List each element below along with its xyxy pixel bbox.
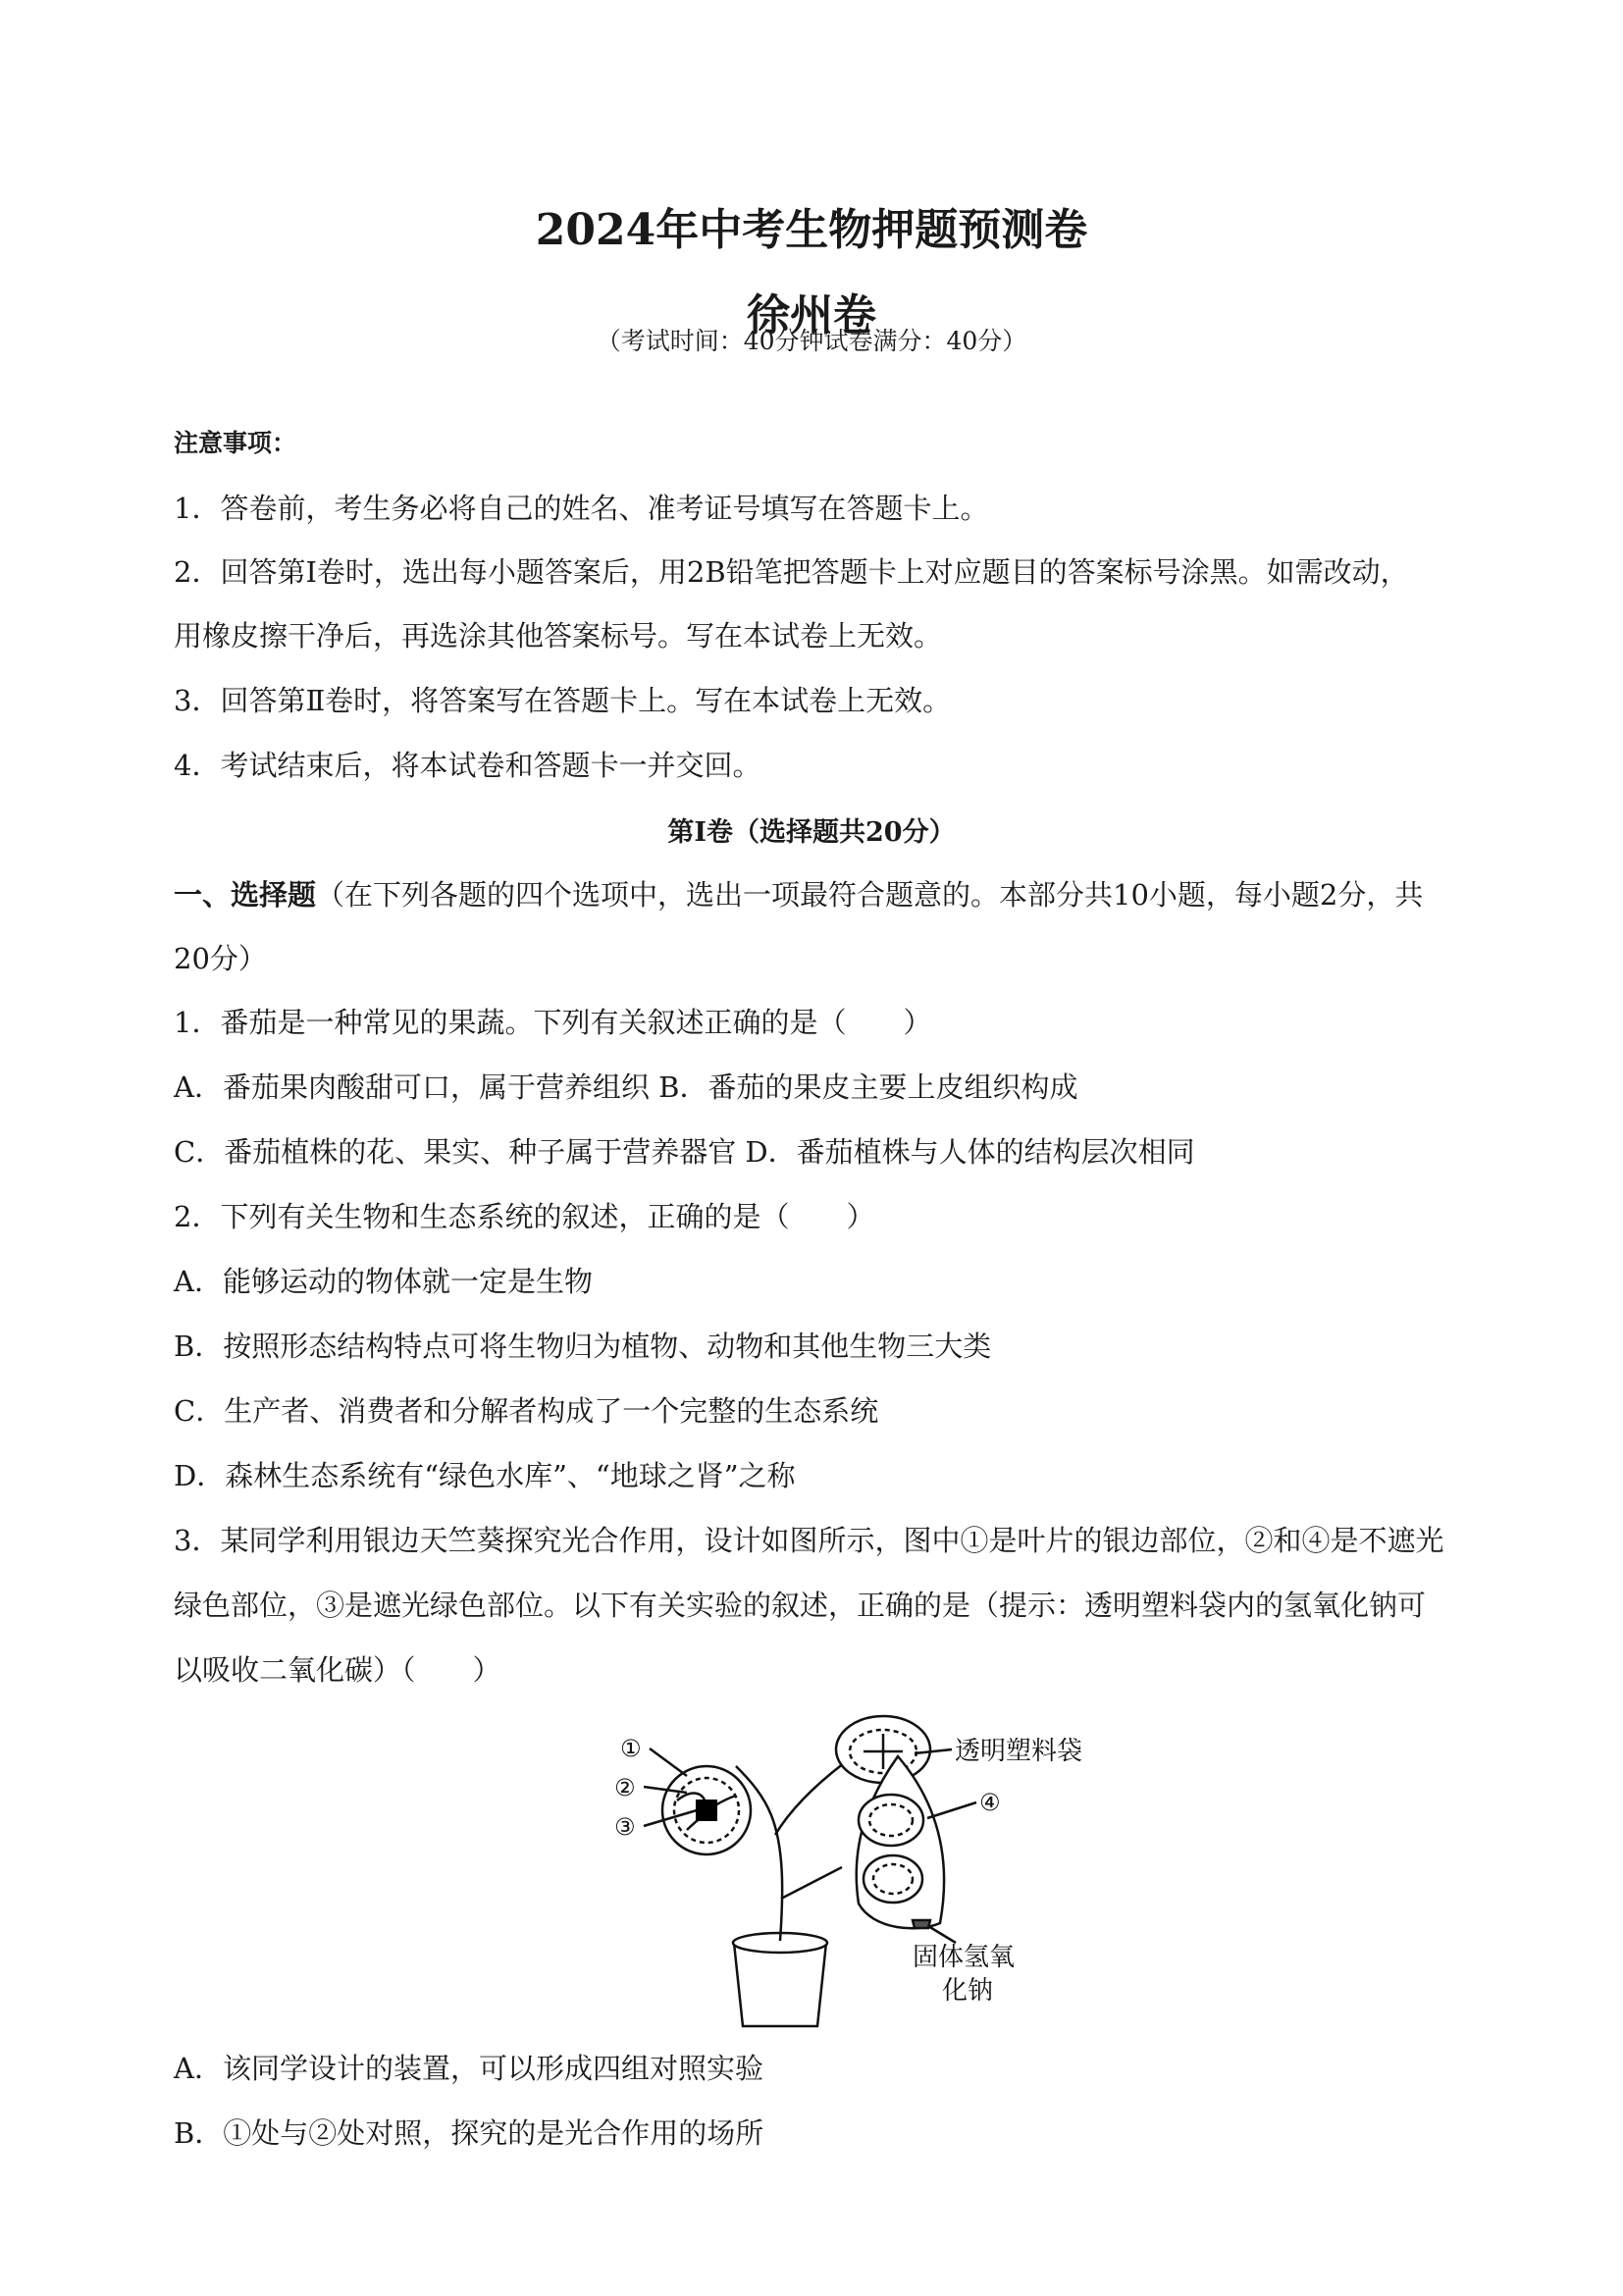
- question-1-option: C．番茄植株的花、果实、种子属于营养器官 D．番茄植株与人体的结构层次相同: [174, 1135, 1195, 1169]
- question-2-stem: 2．下列有关生物和生态系统的叙述，正确的是（ ）: [174, 1200, 875, 1233]
- question-2-option: C．生产者、消费者和分解者构成了一个完整的生态系统: [174, 1394, 879, 1428]
- question-1-stem: 1．番茄是一种常见的果蔬。下列有关叙述正确的是（ ）: [174, 1006, 932, 1039]
- exam-info: （考试时间：40分钟试卷满分：40分）: [596, 327, 1027, 355]
- marker-2: ②: [614, 1774, 636, 1801]
- question-2-option: A．能够运动的物体就一定是生物: [174, 1265, 593, 1298]
- question-2-option: B．按照形态结构特点可将生物归为植物、动物和其他生物三大类: [174, 1330, 992, 1363]
- question-1-option: A．番茄果肉酸甜可口，属于营养组织 B．番茄的果皮主要上皮组织构成: [174, 1070, 1078, 1104]
- exam-subtitle: 徐州卷: [747, 290, 876, 340]
- label-naoh-line1: 固体氢氧: [913, 1943, 1016, 1972]
- exam-title: 2024年中考生物押题预测卷: [535, 205, 1088, 255]
- note-item: 3．回答第Ⅱ卷时，将答案写在答题卡上。写在本试卷上无效。: [174, 684, 952, 717]
- part-instructions: [174, 875, 1423, 914]
- question-3-option: A．该同学设计的装置，可以形成四组对照实验: [174, 2052, 763, 2085]
- question-2-option: D．森林生态系统有“绿色水库”、“地球之肾”之称: [174, 1459, 796, 1492]
- question-3-stem: 3．某同学利用银边天竺葵探究光合作用，设计如图所示，图中①是叶片的银边部位，②和④是不遮光: [174, 1524, 1444, 1557]
- part-desc: （在下列各题的四个选项中，选出一项最符合题意的。本部分共10小题，每小题2分，共: [316, 878, 1424, 912]
- geranium-experiment-figure: [579, 1702, 1089, 2041]
- marker-3: ③: [614, 1813, 636, 1841]
- note-item: 4．考试结束后，将本试卷和答题卡一并交回。: [174, 749, 761, 782]
- section-heading: 第Ⅰ卷（选择题共20分）: [667, 817, 956, 848]
- question-3-option: B．①处与②处对照，探究的是光合作用的场所: [174, 2116, 764, 2150]
- marker-1: ①: [620, 1735, 642, 1762]
- note-item: 用橡皮擦干净后，再选涂其他答案标号。写在本试卷上无效。: [174, 619, 943, 652]
- question-3-stem: 以吸收二氧化碳）（ ）: [174, 1653, 501, 1687]
- note-item: 2．回答第Ⅰ卷时，选出每小题答案后，用2B铅笔把答题卡上对应题目的答案标号涂黑。如需改动，: [174, 555, 1409, 589]
- marker-4: ④: [979, 1789, 1001, 1816]
- part-desc-cont: 20分）: [174, 942, 267, 975]
- notes-heading: 注意事项：: [174, 429, 297, 457]
- question-3-stem: 绿色部位，③是遮光绿色部位。以下有关实验的叙述，正确的是（提示：透明塑料袋内的氢氧化钠可: [174, 1589, 1427, 1622]
- label-naoh-line2: 化钠: [942, 1976, 994, 2006]
- label-transparent-bag: 透明塑料袋: [955, 1737, 1083, 1766]
- part-title: 一、选择题: [174, 878, 317, 912]
- note-item: 1．答卷前，考生务必将自己的姓名、准考证号填写在答题卡上。: [174, 492, 989, 525]
